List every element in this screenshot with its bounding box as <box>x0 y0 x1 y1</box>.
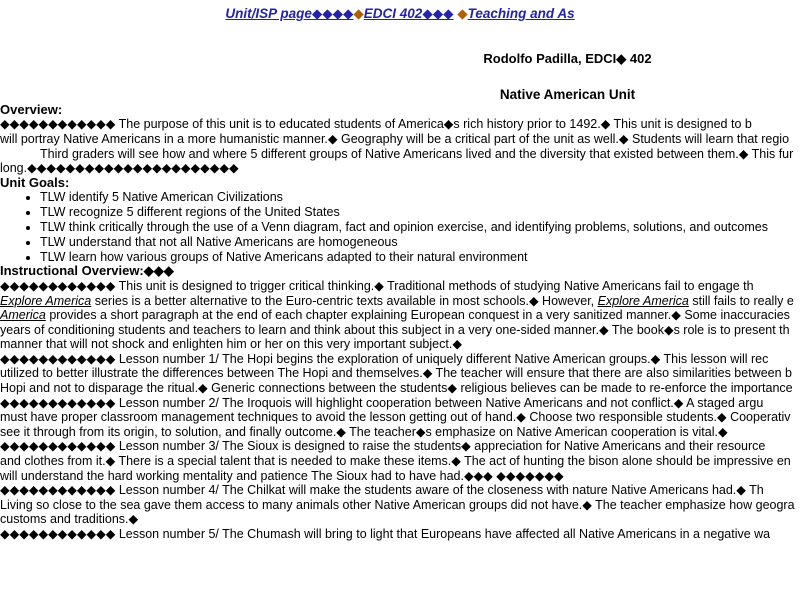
lesson-line: ◆◆◆◆◆◆◆◆◆◆◆◆ Lesson number 3/ The Sioux is designed to raise the students◆ appreciation for Native Americans and their resource <box>0 439 766 454</box>
list-item: • TLW recognize 5 different regions of the United States <box>40 205 800 220</box>
lesson-5-paragraph <box>0 527 800 542</box>
lesson-4-paragraph <box>0 483 800 527</box>
lesson-line: ◆◆◆◆◆◆◆◆◆◆◆◆ Lesson number 1/ The Hopi begins the exploration of uniquely different Native American groups.◆ This lesson will rec <box>0 351 769 366</box>
unit-goals-heading: Unit Goals: <box>0 174 70 190</box>
instructional-intro-line <box>0 308 800 323</box>
lesson-line: ◆◆◆◆◆◆◆◆◆◆◆◆ Lesson number 5/ The Chumash will bring to light that Europeans have affected all Native Americans in a negative wa <box>0 527 771 542</box>
instructional-intro-text: provides a short paragraph at the end of each chapter explaining European conquest in a very sanitized manner.◆ Some inaccuracies <box>45 308 790 323</box>
book-title-explore-america: Explore America <box>0 293 92 308</box>
unit-goals-list <box>0 190 800 264</box>
lesson-line: ◆◆◆◆◆◆◆◆◆◆◆◆ Lesson number 2/ The Iroquois will highlight cooperation between Native Americans and not conflict.◆ A staged argu <box>0 395 764 410</box>
instructional-intro-line: manner that will not shock and enlighten him or her on this very important subject.◆ <box>0 337 462 352</box>
lesson-line: and clothes from it.◆ There is a special talent that is needed to make these items.◆ The act of hunting the bison alone should be impressive en <box>0 454 791 469</box>
nav-link-unit-isp-page-label: Unit/ISP page <box>225 6 312 21</box>
lesson-2-paragraph <box>0 396 800 440</box>
lesson-line: utilized to better illustrate the differences between The Hopi and themselves.◆ The teacher will ensure that there are also similarities between b <box>0 366 792 381</box>
lesson-3-paragraph <box>0 439 800 483</box>
list-item: • TLW identify 5 Native American Civilizations <box>40 190 800 205</box>
book-title-america: America <box>0 308 46 323</box>
lesson-line: Hopi and not to disparage the ritual.◆ Generic connections between the students◆ religious believes can be made to re-enforce the importance <box>0 381 793 396</box>
overview-heading: Overview: <box>0 101 63 117</box>
nav-link-teaching-and-assessment[interactable] <box>468 6 575 21</box>
instructional-intro-text: series is a better alternative to the Euro-centric texts available in most schools.◆ However, <box>91 293 598 308</box>
instructional-intro-text: still fails to really e <box>688 293 794 308</box>
lesson-line: will understand the hard working mentality and patience The Sioux had to have had.◆◆◆ ◆◆◆◆◆◆◆ <box>0 468 564 483</box>
nav-link-teaching-and-assessment-label: Teaching and As <box>467 6 575 21</box>
mojibake-glyphs: ◆◆◆◆ <box>311 6 354 22</box>
lesson-line: customs and traditions.◆ <box>0 512 139 527</box>
overview-line: Third graders will see how and where 5 different groups of Native Americans lived and the diversity that existed between them.◆ This fur <box>40 146 794 161</box>
nav-separator-1: ◆ <box>353 6 364 22</box>
nav-separator-2: ◆ <box>457 6 468 22</box>
nav-link-edci-402-label: EDCI 402 <box>363 6 423 21</box>
instructional-intro-paragraph <box>0 279 800 352</box>
overview-line: ◆◆◆◆◆◆◆◆◆◆◆◆ The purpose of this unit is to educated students of America◆s rich history prior to 1492.◆ This unit is designed to b <box>0 117 752 132</box>
book-title-explore-america: Explore America <box>597 293 689 308</box>
lesson-line: must have proper classroom management techniques to avoid the lesson getting out of hand.◆ Choose two responsible students.◆ Cooperativ <box>0 410 791 425</box>
mojibake-glyphs: ◆◆◆ <box>422 6 454 22</box>
lesson-line: Living so close to the sea gave them access to many animals other Native American groups did not have.◆ The teacher emphasize how geogra <box>0 497 795 512</box>
nav-link-edci-402[interactable] <box>364 6 454 21</box>
page-title: Native American Unit <box>499 87 636 103</box>
lesson-line: ◆◆◆◆◆◆◆◆◆◆◆◆ Lesson number 4/ The Chilkat will make the students aware of the closeness with nature Native Americans had.◆ Th <box>0 483 764 498</box>
list-item: • TLW understand that not all Native Americans are homogeneous <box>40 235 800 250</box>
list-item: • TLW learn how various groups of Native Americans adapted to their natural environment <box>40 250 800 265</box>
lesson-line: see it through from its origin, to solution, and finally outcome.◆ The teacher◆s emphasize on Native American cooperation is vital.◆ <box>0 424 728 439</box>
instructional-intro-line: ◆◆◆◆◆◆◆◆◆◆◆◆ This unit is designed to trigger critical thinking.◆ Traditional methods of studying Native Americans fail to engage th <box>0 278 754 293</box>
instructional-intro-line: years of conditioning students and teachers to learn and think about this subject in a very one-sided manner.◆ The book◆s role is to present th <box>0 322 790 337</box>
instructional-intro-line <box>0 294 800 309</box>
overview-paragraph <box>0 117 800 175</box>
lesson-1-paragraph <box>0 352 800 396</box>
nav-link-unit-isp-page[interactable] <box>225 6 353 21</box>
author-byline: Rodolfo Padilla, EDCI◆ 402 <box>483 50 652 66</box>
instructional-overview-heading: Instructional Overview:◆◆◆ <box>0 263 174 279</box>
top-navigation <box>0 0 800 22</box>
overview-line: long.◆◆◆◆◆◆◆◆◆◆◆◆◆◆◆◆◆◆◆◆◆◆ <box>0 161 239 176</box>
list-item: • TLW think critically through the use of a Venn diagram, fact and opinion exercise, and identifying problems, solutions, and outcomes <box>40 220 800 235</box>
overview-line: will portray Native Americans in a more humanistic manner.◆ Geography will be a critical part of the unit as well.◆ Students will learn that regio <box>0 131 790 146</box>
